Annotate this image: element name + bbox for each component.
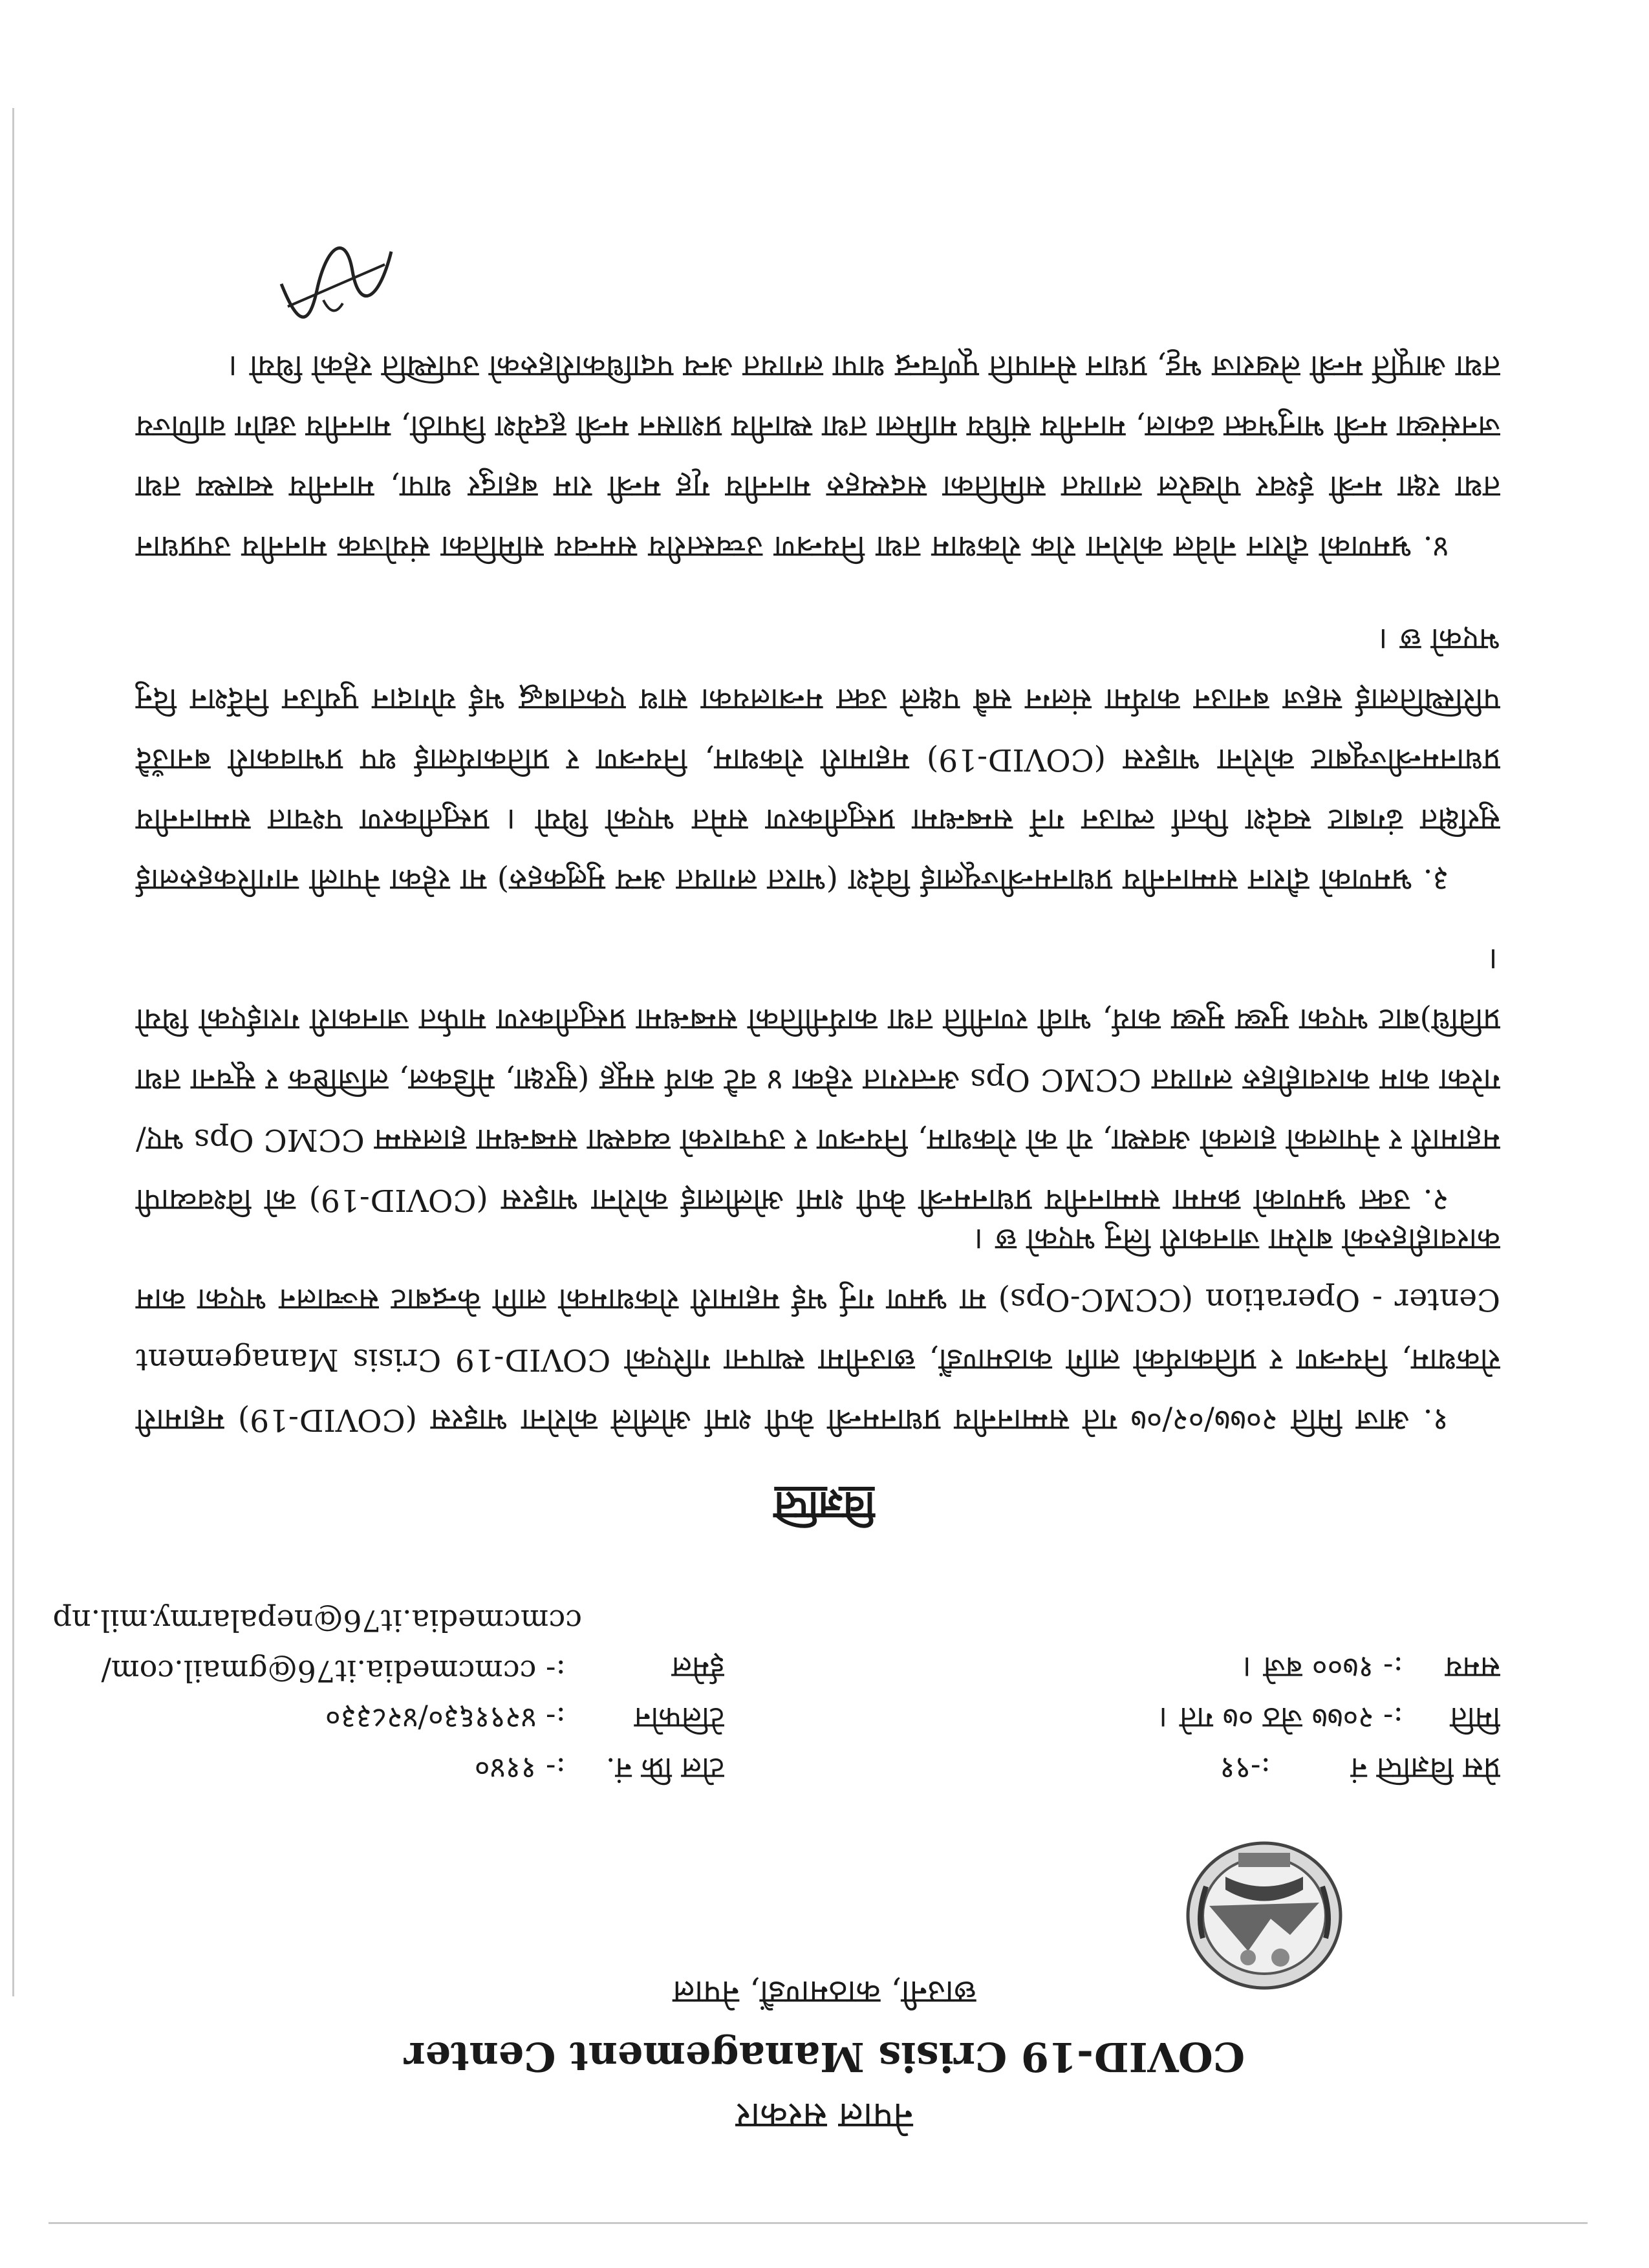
date-label: मिति [1450, 1701, 1500, 1736]
nepal-government-emblem-icon [1183, 1838, 1345, 1996]
tollfree-value: :- ११४० [474, 1751, 566, 1786]
scan-edge-line-top [48, 2222, 1588, 2224]
header-center-name: COVID-19 Crisis Management Center [404, 2033, 1245, 2080]
phone-value: :- ४२९१६३०/४२८३३० [325, 1701, 566, 1736]
press-release-no-value: :-९१ [1220, 1751, 1271, 1786]
paragraph-2: २. उक्त भ्रमणको क्रममा सम्माननीय प्रधानमन्त्री केपी शर्मा ओलीलाई कोरोना भाइरस (COVID-19) को विश्वव्यापी महामारी र नेपालको हालको अवस्था, यो को रोकथाम, नियन्त्रण र उपचारको व्यवस्था सम्बन्धमा हालसम्म CCMC Ops भए/गरेका काम कारवाहीहरु लगायत CCMC Ops अन्तरगत रहेका ४ वटै कार्य समूह (सुरक्षा, मेडिकल, लजिष्टिक र सूचना तथा प्रविधि)बाट भएका मुख्य मुख्य कार्य, भावी रणनीति तथा कार्यनीतिको सम्बन्धमा प्रस्तुतीकरण मार्फत जानकारी गराईएको थियो । [136, 942, 1500, 1218]
tollfree-label: टोल फ्रि नं. [605, 1751, 724, 1786]
email-label: ईमेल [671, 1650, 724, 1685]
scan-edge-line-right [12, 108, 14, 1996]
time-value: :- १७०० बजे । [1242, 1650, 1403, 1685]
press-release-no-label: प्रेस विज्ञप्ति नं [1350, 1751, 1500, 1786]
press-release-title: विज्ञप्ति [774, 1483, 875, 1528]
email-value-primary: :- ccmcmedia.it76@gmail.com/ [101, 1654, 566, 1689]
header-government: नेपाल सरकार [735, 2095, 914, 2137]
time-label: समय [1445, 1650, 1500, 1685]
phone-label: टेलिफोन [634, 1701, 724, 1736]
handwritten-signature-icon [268, 232, 404, 329]
paragraph-4: ४. भ्रमणको दौरान नोवेल कोरोना रोक रोकथाम तथा नियन्त्रण उच्चस्तरीय समन्वय समितिका संयोजक माननीय उपप्रधान तथा रक्षा मन्त्री ईश्वर पोखरेल लगायत समितिका सदस्यहरु माननीय गृह मन्त्री राम बहादुर थापा, माननीय स्वास्थ्य तथा जनसंख्या मन्त्री भानुभक्त ढकाल, माननीय संघिय मामिला तथा स्थानीय प्रशासन मन्त्री हृदयेश त्रिपाठी, माननीय उद्योग वाणिज्य तथा आपूर्ति मन्त्री लेखराज भट्ट, प्रधान सेनापति पूर्णचन्द्र थापा लगायत अन्य पदाधिकारीहरुको उपस्थिति रहेको थियो । [136, 349, 1500, 565]
header-address: छाउनी, काठमाण्डौं, नेपाल [673, 1974, 976, 2011]
date-value: :- २०७७ जेठ ०७ गते । [1158, 1701, 1403, 1736]
paragraph-3: ३. भ्रमणको दौरान सम्माननीय प्रधानमन्त्रीज्यूलाई विदेश (भारत लगायत अन्य मुलुकहरु) मा रहेका नेपाली नागरिकहरुलाई सुरक्षित ढंगबाट स्वदेश फिर्ता ल्याउन गर्ने सम्बन्धमा प्रस्तुतीकरण समेत भएको थियो । प्रस्तुतीकरण पश्चात सम्माननीय प्रधानमन्त्रीज्यूबाट कोरोना भाइरस (COVID-19) महामारी रोकथाम, नियन्त्रण र प्रतिकार्यलाई थप प्रभावकारी बनाउँदै परिस्थितिलाई सहज बनाउन कार्यमा संलग्न सबै पक्षले उक्त मन्त्रालयका साथ एकताबद्ध भई योगदान पुर्याउन निर्देशन दिनु भएको छ । [136, 621, 1500, 898]
paragraph-1: १. आज मिति २०७७/०२/०७ गते सम्माननीय प्रधानमन्त्री केपी शर्मा ओलीले कोरोना भाइरस (COVID-19) महामारी रोकथाम, नियन्त्रण र प्रतिकार्यको लागि काठमाण्डौं, छाउनीमा स्थापना गरिएको COVID-19 Crisis Management Center - Operation (CCMC-Ops) मा भ्रमण गर्नु भई महामारी रोकथामको लागि केन्द्रबाट सञ्चालन भएका काम कारवाहीहरुको बारेमा जानकारी लिनु भएको छ । [136, 1222, 1500, 1438]
email-value-secondary: ccmcmedia.it76@nepalarmy.mil.np [52, 1603, 582, 1638]
